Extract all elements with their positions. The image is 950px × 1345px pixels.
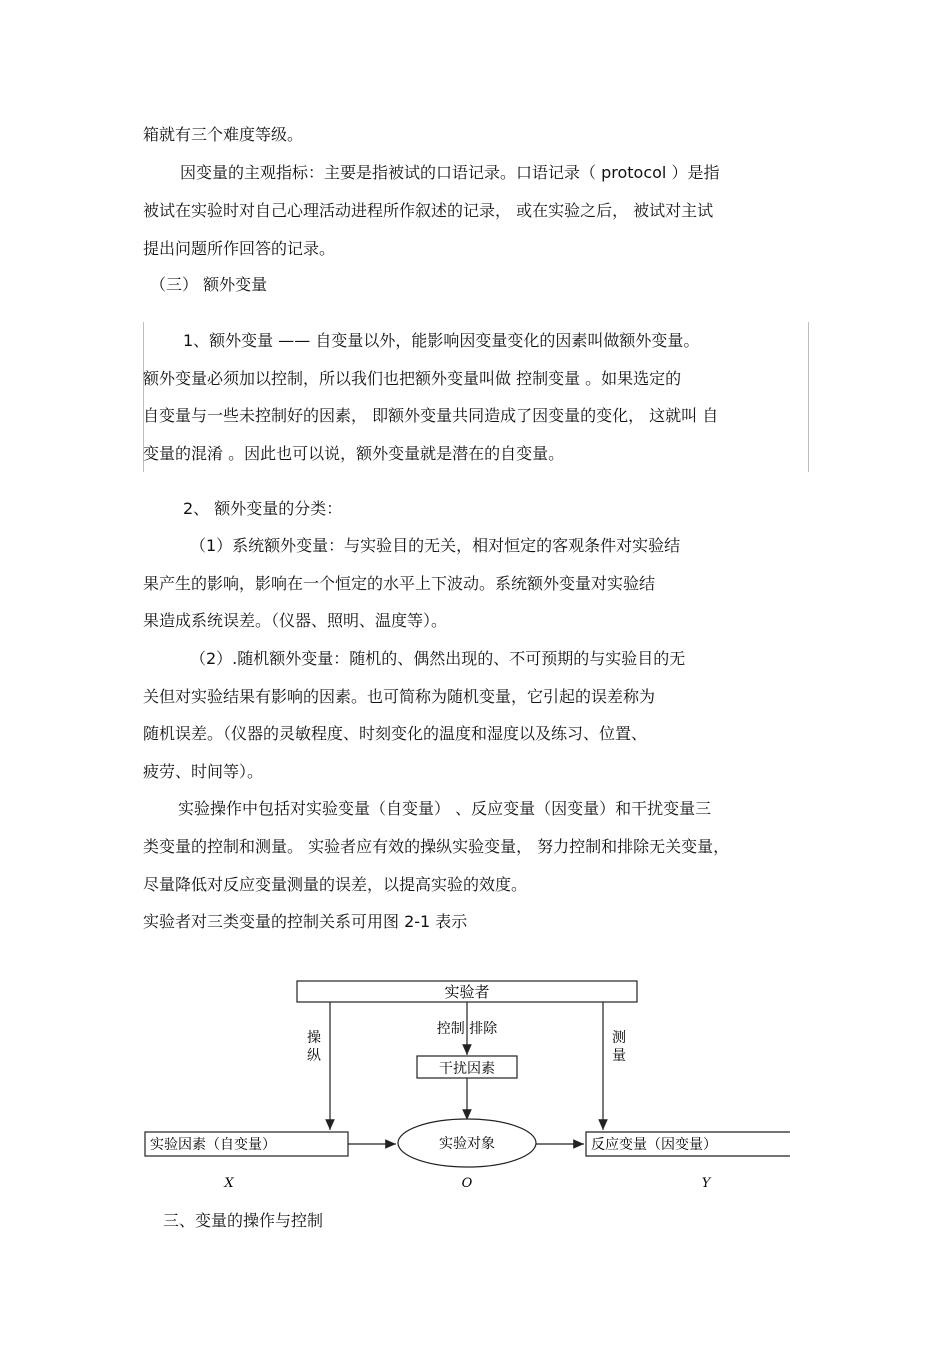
text-line: 果造成系统误差。（仪器、照明、温度等）。 — [143, 611, 448, 630]
subject-label: 实验对象 — [439, 1136, 495, 1152]
text-line: （2）.随机额外变量：随机的、偶然出现的、不可预期的与实验目的无 — [190, 649, 686, 668]
text-line: 关但对实验结果有影响的因素。也可简称为随机变量，它引起的误差称为 — [143, 687, 656, 706]
x-label: X — [224, 1176, 234, 1191]
text-line: 随机误差。（仪器的灵敏程度、时刻变化的温度和湿度以及练习、位置、 — [143, 724, 648, 743]
experimenter-label: 实验者 — [444, 983, 490, 1001]
section-heading: （三） 额外变量 — [150, 275, 268, 294]
text-line: 疲劳、时间等）。 — [143, 762, 264, 781]
text-line: （1）系统额外变量：与实验目的无关，相对恒定的客观条件对实验结 — [190, 536, 681, 555]
variable-control-diagram — [0, 960, 950, 1220]
text-line: 实验者对三类变量的控制关系可用图 2-1 表示 — [143, 912, 468, 931]
measure-label-2: 量 — [612, 1048, 626, 1064]
measure-label-1: 测 — [612, 1030, 626, 1046]
control-label: 控制 排除 — [436, 1021, 498, 1037]
text-line: 自变量与一些未控制好的因素， 即额外变量共同造成了因变量的变化， 这就叫 自 — [143, 406, 719, 425]
interference-label: 干扰因素 — [439, 1061, 495, 1077]
text-line: 因变量的主观指标：主要是指被试的口语记录。口语记录（ protocol ）是指 — [180, 163, 720, 182]
text-line: 类变量的控制和测量。 实验者应有效的操纵实验变量， 努力控制和排除无关变量， — [143, 837, 730, 856]
text-line: 被试在实验时对自己心理活动进程所作叙述的记录， 或在实验之后， 被试对主试 — [143, 201, 714, 220]
text-line: 实验操作中包括对实验变量（自变量） 、反应变量（因变量）和干扰变量三 — [178, 799, 712, 818]
text-line: 1、额外变量 —— 自变量以外，能影响因变量变化的因素叫做额外变量。 — [183, 331, 700, 350]
text-line: 2、 额外变量的分类： — [183, 499, 343, 518]
section-heading: 三、变量的操作与控制 — [163, 1211, 324, 1230]
text-line: 变量的混淆 。因此也可以说，额外变量就是潜在的自变量。 — [143, 444, 565, 463]
manipulate-label-2: 纵 — [307, 1048, 321, 1064]
o-label: O — [461, 1176, 473, 1191]
text-line: 箱就有三个难度等级。 — [143, 125, 304, 144]
manipulate-label-1: 操 — [307, 1030, 321, 1046]
text-line: 果产生的影响，影响在一个恒定的水平上下波动。系统额外变量对实验结 — [143, 574, 656, 593]
independent-label: 实验因素（自变量） — [150, 1137, 276, 1153]
text-line: 提出问题所作回答的记录。 — [143, 239, 336, 258]
text-line: 尽量降低对反应变量测量的误差，以提高实验的效度。 — [143, 875, 528, 894]
text-line: 额外变量必须加以控制，所以我们也把额外变量叫做 控制变量 。如果选定的 — [143, 369, 682, 388]
y-label: Y — [701, 1176, 711, 1191]
dependent-label: 反应变量（因变量） — [591, 1137, 717, 1153]
